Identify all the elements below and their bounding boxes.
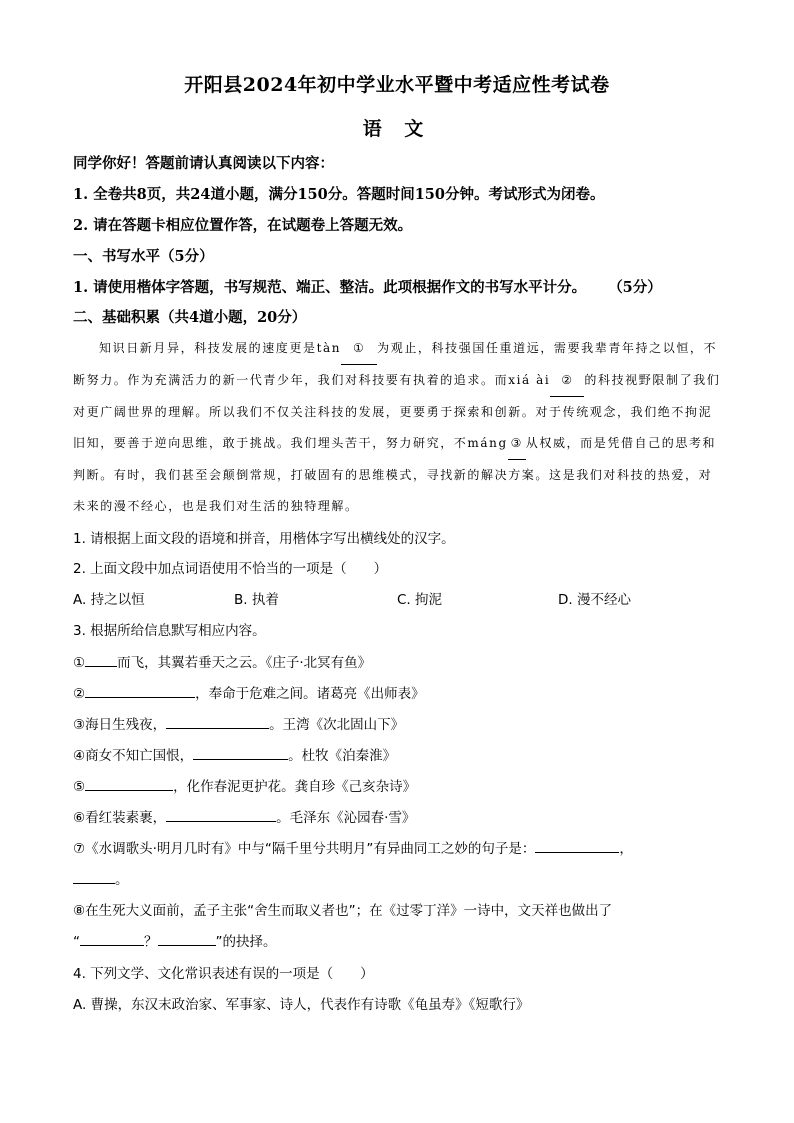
- item-text: ，: [619, 841, 633, 857]
- question-1-text: 1. 请使用楷体字答题，书写规范、端正、整洁。此项根据作文的书写水平计分。: [73, 279, 587, 296]
- option-a: A. 持之以恒: [73, 592, 145, 608]
- answer-blank: [85, 683, 195, 698]
- recitation-item-7-cont: [73, 868, 129, 888]
- item-text: ？: [144, 934, 158, 950]
- recitation-item-1: [73, 651, 371, 671]
- recitation-item-7: [73, 837, 633, 857]
- notice-item-2: 2. 请在答题卡相应位置作答，在试题卷上答题无效。: [73, 217, 413, 234]
- item-number: ⑤: [73, 779, 86, 795]
- answer-blank: [193, 745, 288, 760]
- reading-passage: [73, 333, 721, 522]
- passage-text: 知识日新月异，科技发展的速度更是: [99, 341, 317, 355]
- question-2: 2. 上面文段中加点词语使用不恰当的一项是（ ）: [73, 561, 388, 577]
- option-d: D. 漫不经心: [558, 592, 631, 608]
- item-text: “: [73, 934, 80, 950]
- item-number: ②: [73, 686, 86, 702]
- question-3: 3. 根据所给信息默写相应内容。: [73, 623, 266, 639]
- item-text: 。王湾《次北固山下》: [269, 717, 405, 733]
- answer-blank: [73, 869, 115, 884]
- question-1: 1. 请根据上面文段的语境和拼音，用楷体字写出横线处的汉字。: [73, 531, 455, 547]
- passage-text: 的科技视野限制了我们对更广阔世界的理解。所以我们不仅关注科技的发展，更要勇于探索和创新。对于传统观念，我们绝不拘泥旧知，要善于逆向思维，敢于挑战。我们埋头苦干，努力研究，不: [73, 373, 721, 450]
- item-text: ”的抉择。: [215, 934, 277, 950]
- option-b: B. 执着: [234, 592, 279, 608]
- item-text: 。: [115, 872, 129, 888]
- recitation-item-4: [73, 744, 396, 764]
- exam-title: 开阳县2024年初中学业水平暨中考适应性考试卷: [184, 74, 610, 96]
- section-1-question: [73, 276, 662, 297]
- section-1-heading: 一、书写水平（5分）: [73, 248, 214, 265]
- item-text: ④商女不知亡国恨，: [73, 748, 194, 764]
- subject-title: 语 文: [362, 118, 432, 140]
- answer-blank: [535, 838, 619, 853]
- blank-2: ②: [550, 365, 584, 397]
- blank-3: ③: [508, 428, 526, 460]
- item-text: ，化作春泥更护花。龚自珍《己亥杂诗》: [173, 779, 417, 795]
- item-text: ③海日生残夜，: [73, 717, 167, 733]
- answer-blank: [80, 931, 144, 946]
- blank-1: ①: [341, 333, 377, 365]
- pinyin-3: máng: [467, 436, 508, 450]
- recitation-item-5: [73, 775, 416, 795]
- answer-blank: [158, 931, 216, 946]
- question-4: 4. 下列文学、文化常识表述有误的一项是（ ）: [73, 966, 374, 982]
- item-text: 。杜牧《泊秦淮》: [288, 748, 397, 764]
- recitation-item-8: ⑧在生死大义面前，孟子主张“舍生而取义者也”；在《过零丁洋》一诗中，文天祥也做出了: [73, 903, 613, 919]
- pinyin-2: xiá ài: [508, 373, 551, 387]
- answer-blank: [85, 652, 117, 667]
- recitation-item-8-cont: [73, 930, 277, 950]
- item-text: ⑥看红装素裹，: [73, 810, 167, 826]
- recitation-item-6: [73, 806, 415, 826]
- item-text: 而飞，其翼若垂天之云。《庄子·北冥有鱼》: [117, 655, 372, 671]
- recitation-item-3: [73, 713, 404, 733]
- question-4-option-a: A. 曹操，东汉末政治家、军事家、诗人，代表作有诗歌《龟虽寿》《短歌行》: [73, 997, 530, 1013]
- item-number: ①: [73, 655, 86, 671]
- section-2-heading: 二、基础积累（共4道小题，20分）: [73, 309, 307, 326]
- notice-greeting: 同学你好！答题前请认真阅读以下内容：: [73, 155, 334, 172]
- item-text: 。毛泽东《沁园春·雪》: [276, 810, 416, 826]
- item-text: ，奉命于危难之间。诸葛亮《出师表》: [195, 686, 425, 702]
- pinyin-1: tàn: [316, 341, 342, 355]
- passage-text: 从权威，而是凭借自己的思考和判断。有时，我们甚至会颠倒常规，打破固有的思维模式，寻找新的解决方案。这是我们对科技的热爱，对未来的漫不经心，也是我们对生活的独特理解。: [73, 436, 717, 513]
- question-1-score: （5分）: [608, 279, 662, 296]
- answer-blank: [166, 807, 276, 822]
- option-c: C. 拘泥: [397, 592, 443, 608]
- notice-item-1: 1. 全卷共8页，共24道小题，满分150分。答题时间150分钟。考试形式为闭卷。: [73, 186, 605, 203]
- passage-text: 为观止，科技强国任重道远，需要我辈青年持之以恒，不断努力。作为充满活力的新一代青少年，我们对科技要有执着的追求。而: [73, 341, 718, 387]
- answer-blank: [166, 714, 269, 729]
- item-text: ⑦《水调歌头·明月几时有》中与“隔千里兮共明月”有异曲同工之妙的句子是：: [73, 841, 536, 857]
- answer-blank: [85, 776, 173, 791]
- recitation-item-2: [73, 682, 425, 702]
